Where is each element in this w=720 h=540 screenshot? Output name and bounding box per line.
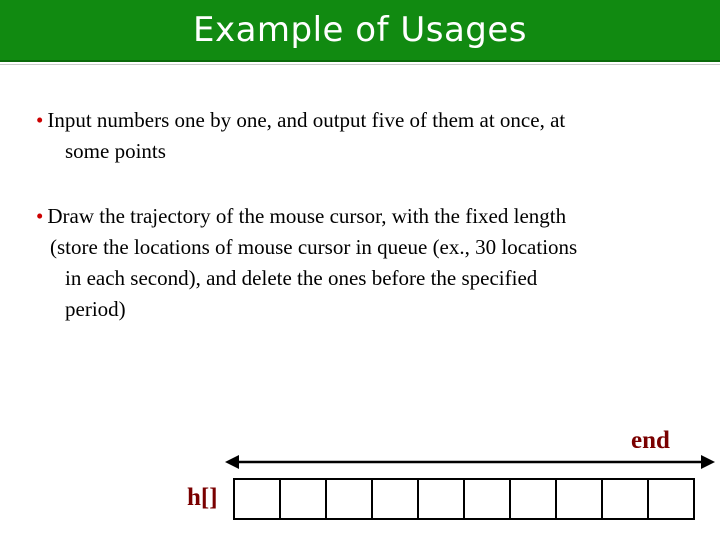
bullet-dot: • [36, 204, 44, 228]
slide-title: Example of Usages [192, 10, 528, 50]
length-arrow [225, 450, 715, 474]
arrow-right-head [701, 455, 715, 469]
queue-cell [647, 478, 695, 520]
queue-cell [555, 478, 603, 520]
bullet-2 [36, 201, 676, 325]
bullet-1-line-2: some points [65, 139, 166, 163]
bullet-2-line-4: period) [65, 297, 126, 321]
bullet-2-line-1: Draw the trajectory of the mouse cursor, with the fixed length [47, 204, 567, 228]
arrow-left-head [225, 455, 239, 469]
bullet-1 [36, 105, 676, 167]
queue-array [233, 478, 695, 520]
bullet-2-line-2: (store the locations of mouse cursor in queue (ex., 30 locations [50, 235, 578, 259]
title-divider [0, 64, 720, 65]
bullet-1-line-1: Input numbers one by one, and output five of them at once, at [47, 108, 566, 132]
queue-cell [325, 478, 373, 520]
end-label: end [631, 427, 670, 454]
queue-cell [233, 478, 281, 520]
queue-cell [463, 478, 511, 520]
queue-cell [417, 478, 465, 520]
title-bar [0, 0, 720, 60]
bullet-dot: • [36, 108, 44, 132]
queue-cell [279, 478, 327, 520]
bullet-2-line-3: in each second), and delete the ones before the specified [65, 266, 538, 290]
queue-cell [371, 478, 419, 520]
array-label: h[] [187, 484, 218, 511]
queue-cell [509, 478, 557, 520]
queue-cell [601, 478, 649, 520]
